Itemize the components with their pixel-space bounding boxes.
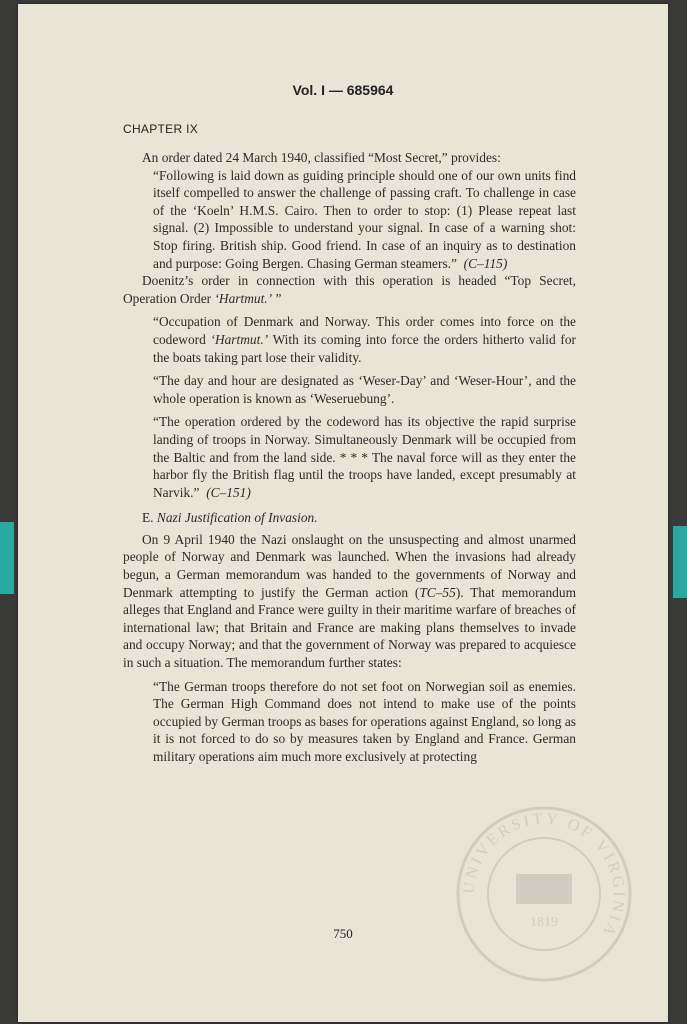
paragraph-onslaught: On 9 April 1940 the Nazi onslaught on the unsuspecting and almost unarmed people of Norway and Denmark was launched. When the invasions had already begun, a German memorandum was handed to the governments of Norway and Denmark attempting to justify the German action (TC–55). That memorandum alleges that England and France were guilty in their maritime warfare of breaches of international law; that Britain and France are making plans themselves to invade and occupy Norway; and that the government of Norway was prepared to acquiesce in such a situation. The memorandum further states: bbox=[123, 531, 576, 671]
citation-c151: (C–151) bbox=[206, 484, 251, 500]
quote-occupation: “Occupation of Denmark and Norway. This order comes into force on the codeword ‘Hartmut.’ With its coming into force the orders hitherto valid for the boats taking part lose their validity. bbox=[153, 314, 576, 365]
svg-text:UNIVERSITY OF VIRGINIA: UNIVERSITY OF VIRGINIA bbox=[460, 810, 628, 941]
quote-memorandum: “The German troops therefore do not set foot on Norwegian soil as enemies. The German High Command does not intend to make use of the points occupied by German troops as bases for operations against England, so long as it is not forced to do so by measures taken by England and France. German military operations aim much more exclusively at protecting bbox=[153, 678, 576, 764]
document-page bbox=[18, 4, 668, 1022]
citation-c115: (C–115) bbox=[463, 255, 508, 271]
chapter-heading: CHAPTER IX bbox=[123, 122, 199, 136]
right-index-tab bbox=[673, 526, 687, 598]
quote-challenge: “Following is laid down as guiding principle should one of our own units find itself compelled to answer the challenge of passing craft. To challenge in case of the ‘Koeln’ H.M.S. Cairo. Then to order to stop: (1) Please repeat last signal. (2) Impossible to understand your signal. In case of a warning shot: Stop firing. British ship. Good friend. In case of an inquiry as to destination and purpose: Going Bergen. Chasing German steamers.” (C–115) bbox=[153, 167, 576, 271]
left-index-tab bbox=[0, 522, 14, 594]
citation-tc55: TC–55 bbox=[419, 584, 456, 600]
paragraph-doenitz: Doenitz’s order in connection with this operation is headed “Top Secret, Operation Order ‘Hartmut.’ ” bbox=[123, 273, 576, 306]
library-seal-watermark bbox=[454, 804, 634, 984]
quote-surprise-landing: “The operation ordered by the codeword has its objective the rapid surprise landing of troops in Norway. Simultaneously Denmark will be occupied from the Baltic and from the land side. * * * The naval force will as they enter the harbor fly the British flag until the troops have landed, except presumably at Narvik.” (C–151) bbox=[153, 414, 576, 500]
quote-weser-day: “The day and hour are designated as ‘Weser-Day’ and ‘Weser-Hour’, and the whole operation is known as ‘Weseruebung’. bbox=[153, 373, 576, 406]
body-text bbox=[123, 149, 576, 766]
paragraph-order: An order dated 24 March 1940, classified “Most Secret,” provides: bbox=[142, 150, 501, 165]
page-number: 750 bbox=[333, 926, 353, 941]
svg-text:1819: 1819 bbox=[530, 915, 558, 930]
page-header: Vol. I — 685964 bbox=[292, 82, 394, 98]
section-heading: E. Nazi Justification of Invasion. bbox=[142, 510, 318, 526]
